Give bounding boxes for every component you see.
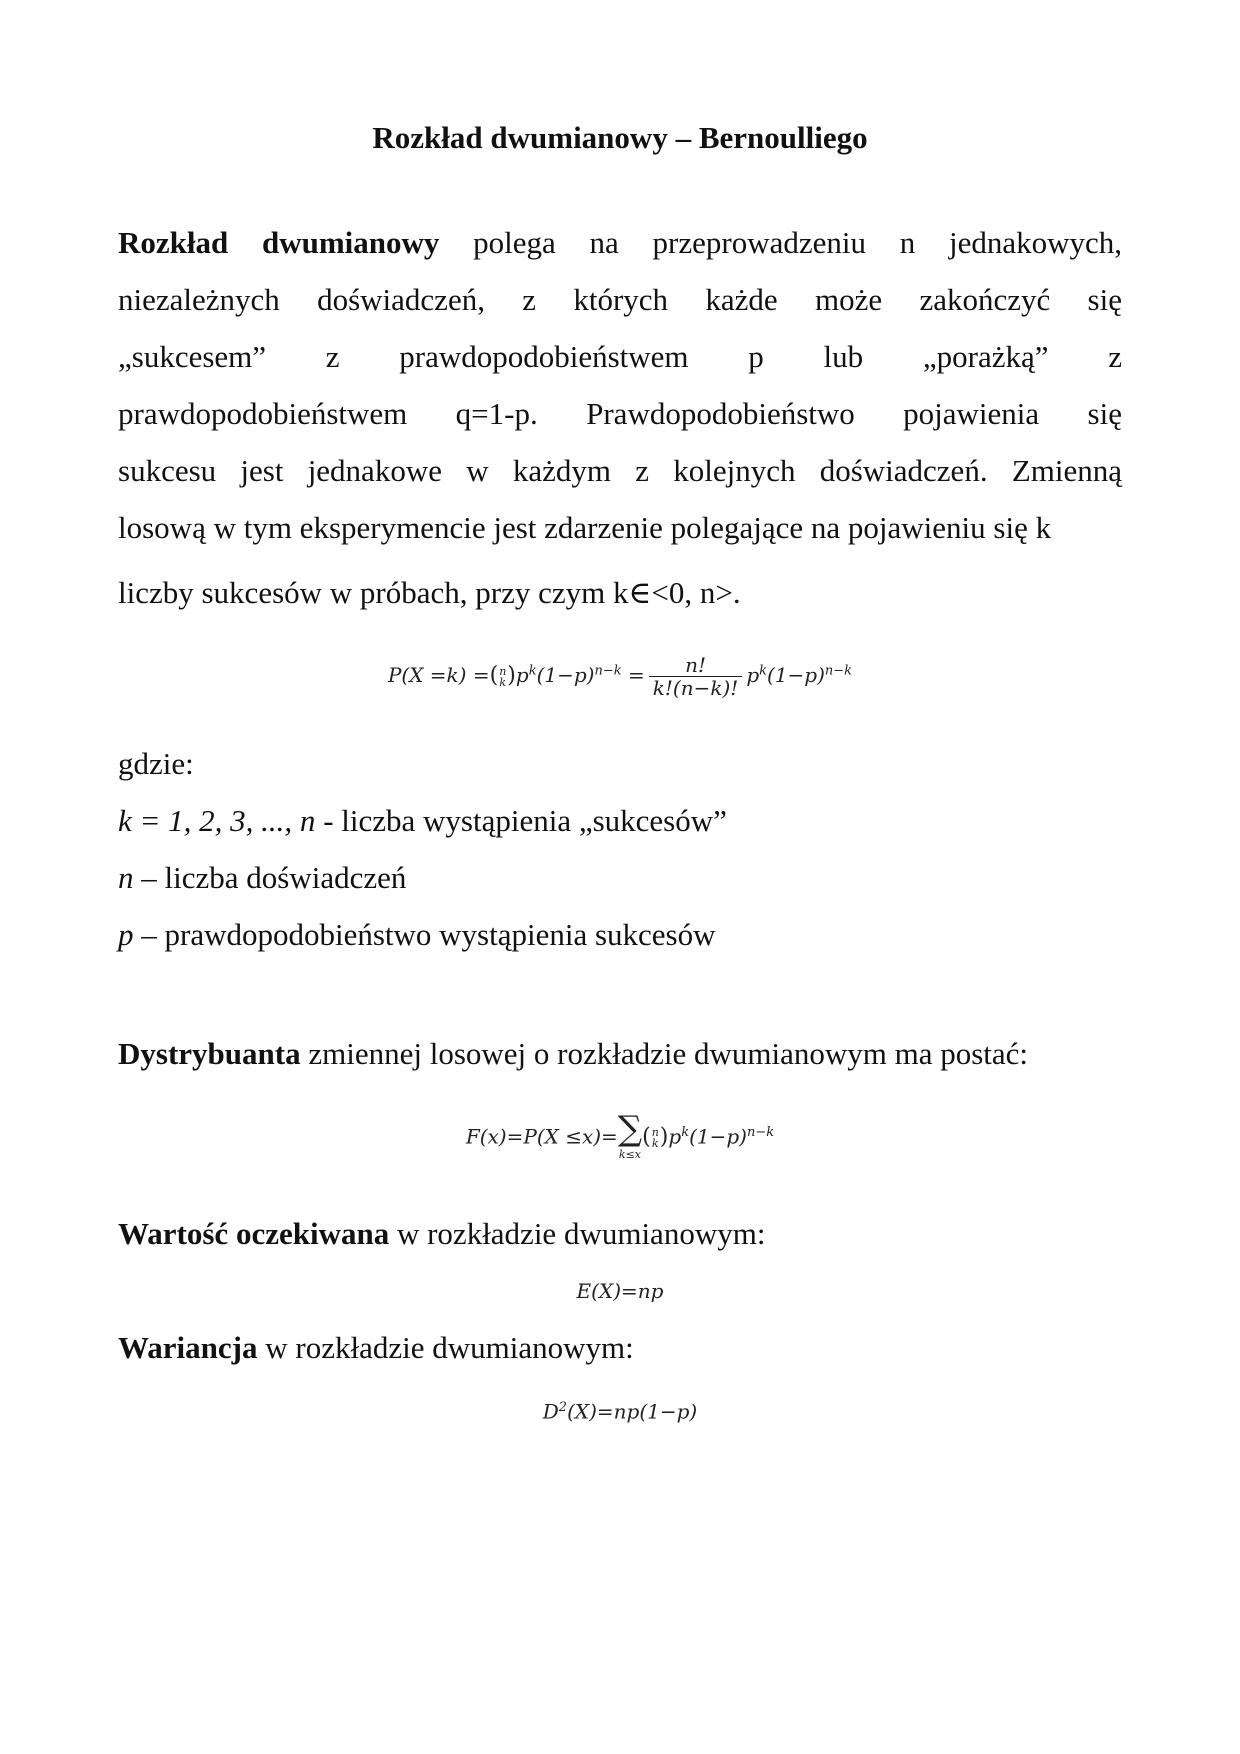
cdf-lhs: F(x)=P(X ≤x)= [465, 1124, 618, 1149]
where-p: p – prawdopodobieństwo wystąpienia sukcesów [118, 917, 716, 952]
intro-line-4: prawdopodobieństwem q=1-p. Prawdopodobieństwo pojawienia się [118, 396, 1122, 431]
where-label: gdzie: [118, 746, 194, 781]
intro-paragraph [118, 214, 1122, 621]
k-symbol: k = 1, 2, 3, ..., n [118, 803, 316, 838]
page-title: Rozkład dwumianowy – Bernoulliego [372, 120, 868, 155]
expected-term: Wartość oczekiwana [118, 1216, 390, 1251]
formula-variance: $D^2(X)=np(1-p)$ [542, 1399, 698, 1424]
formula-cdf: F(x)=P(X ≤x)= ∑ k≤x ( n k )$p^k(1-p)^{n-k}$ [0, 1112, 1240, 1164]
intro-line-1 [118, 214, 1122, 271]
expected-heading: Wartość oczekiwana w rozkładzie dwumianowym: [118, 1216, 766, 1251]
pmf-binom: n k [499, 664, 507, 689]
intro-line-7: liczby sukcesów w próbach, przy czym k∈<0, n>. [118, 575, 741, 610]
formula-pmf: P(X =k) =( n k )$p^k(1-p)^{n-k}$ = $\frac{n!}{k!(n-k)!}$ $p^k(1-p)^{n-k}$ [387, 653, 853, 700]
intro-term: Rozkład dwumianowy [118, 225, 440, 260]
where-k: k = 1, 2, 3, ..., n - liczba wystąpienia „sukcesów” [118, 803, 727, 838]
intro-line-3: „sukcesem” z prawdopodobieństwem p lub „porażką” z [118, 339, 1122, 374]
cdf-term: Dystrybuanta [118, 1036, 301, 1071]
variance-heading: Wariancja w rozkładzie dwumianowym: [118, 1330, 634, 1365]
n-symbol: n [118, 860, 134, 895]
pmf-lhs: P(X =k) = [387, 663, 490, 687]
where-n: n – liczba doświadczeń [118, 860, 407, 895]
formula-expected: E(X)=np [576, 1279, 664, 1303]
intro-line-2: niezależnych doświadczeń, z których każde może zakończyć się [118, 282, 1122, 317]
pmf-fraction: $\frac{n!}{k!(n-k)!}$ [649, 654, 743, 699]
variance-term: Wariancja [118, 1330, 258, 1365]
cdf-binom: n k [651, 1126, 659, 1150]
sum-symbol: ∑ k≤x [617, 1109, 643, 1161]
intro-line-6: losową w tym eksperymencie jest zdarzenie polegające na pojawieniu się k [118, 510, 1052, 545]
p-symbol: p [118, 917, 134, 952]
intro-line-1-text: polega na przeprowadzeniu n jednakowych, [473, 225, 1122, 260]
intro-line-5: sukcesu jest jednakowe w każdym z kolejnych doświadczeń. Zmienną [118, 453, 1122, 488]
cdf-heading: Dystrybuanta zmiennej losowej o rozkładzie dwumianowym ma postać: [118, 1036, 1029, 1071]
